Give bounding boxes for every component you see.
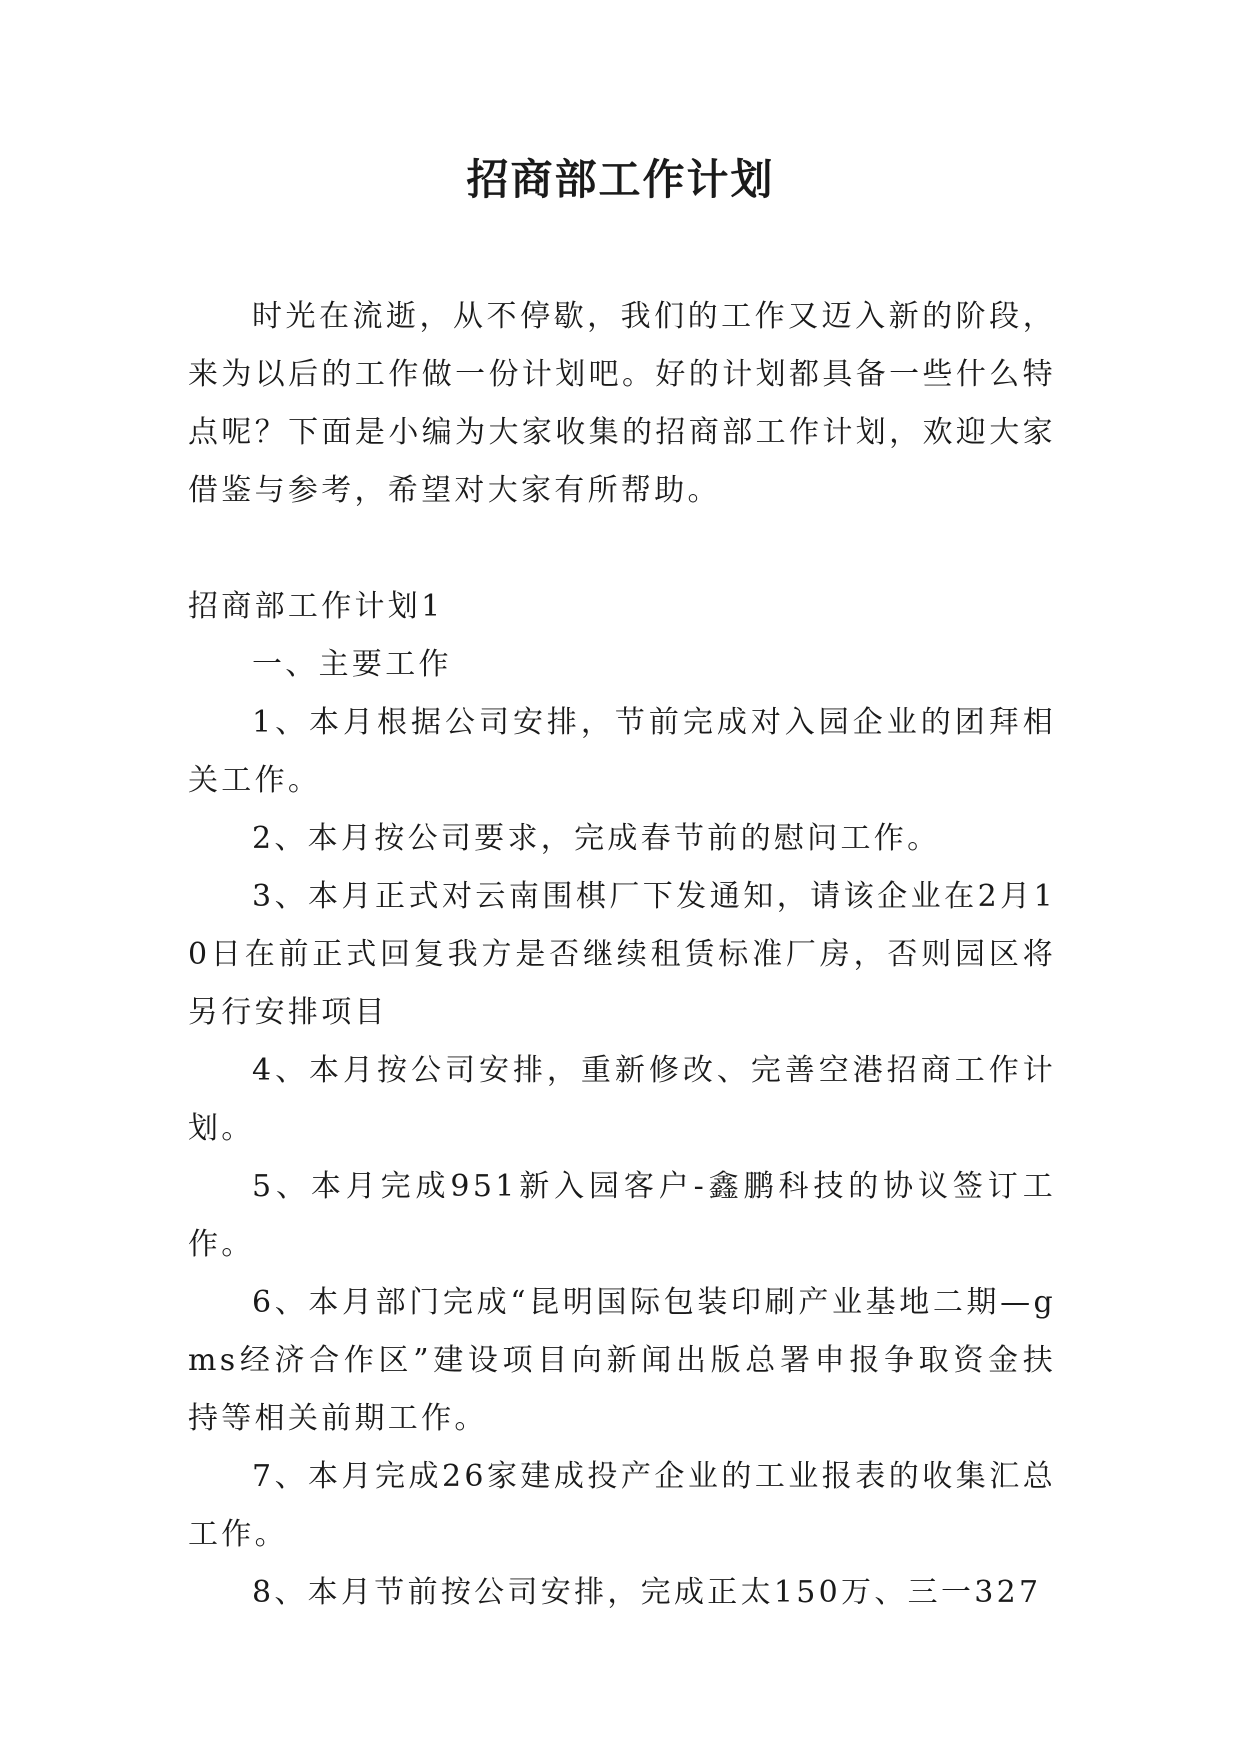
section-heading: 招商部工作计划1 <box>188 589 444 624</box>
list-item: 1、本月根据公司安排，节前完成对入园企业的团拜相关工作。 <box>188 705 1056 798</box>
list-item: 7、本月完成26家建成投产企业的工业报表的收集汇总工作。 <box>188 1459 1056 1552</box>
paragraph-spacer <box>188 520 1056 578</box>
document-body <box>188 288 1056 1622</box>
list-item: 6、本月部门完成“昆明国际包装印刷产业基地二期—gms经济合作区”建设项目向新闻出版总署申报争取资金扶持等相关前期工作。 <box>188 1285 1056 1436</box>
intro-paragraph: 时光在流逝，从不停歇，我们的工作又迈入新的阶段，来为以后的工作做一份计划吧。好的计划都具备一些什么特点呢？下面是小编为大家收集的招商部工作计划，欢迎大家借鉴与参考，希望对大家有所帮助。 <box>188 299 1056 508</box>
list-item: 2、本月按公司要求，完成春节前的慰问工作。 <box>252 821 941 856</box>
list-item: 4、本月按公司安排，重新修改、完善空港招商工作计划。 <box>188 1053 1056 1146</box>
list-item: 3、本月正式对云南围棋厂下发通知，请该企业在2月10日在前正式回复我方是否继续租赁标准厂房，否则园区将另行安排项目 <box>188 879 1056 1030</box>
subheading: 一、主要工作 <box>252 647 452 682</box>
list-item: 8、本月节前按公司安排，完成正太150万、三一327 <box>252 1575 1042 1610</box>
document-title: 招商部工作计划 <box>466 155 775 204</box>
list-item: 5、本月完成951新入园客户-鑫鹏科技的协议签订工作。 <box>188 1169 1056 1262</box>
